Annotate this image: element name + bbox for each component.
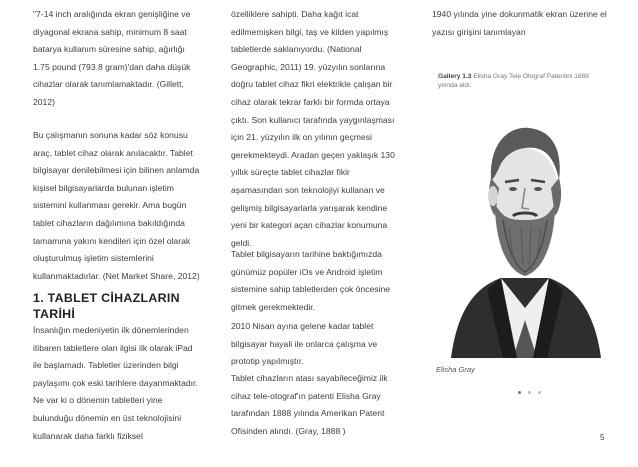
paragraph-stone-tablets: özelliklere sahipti. Daha kağıt icat edilmemişken bilgi, taş ve kilden yapılmış tabletlerde saklanıyordu. (National Geographic, 2011) 19. yüzyılın sonlarına doğru tablet cihaz fikri elektrikle çalışan bir cihaz olarak tekrar farklı bir formda ortaya çıktı. Son kullanıcı tarafında yaygınlaşması için 21. yüzyılın ilk on yılının geçmesi gerekmekteydi. Aradan geçen yaklaşık 130 yıllık süreçte tablet cihazlar fikir aşamasından son teknolojiyi kullanan ve gelişmiş bilgisayarlarla yarışarak kendine yeni bir kategori açan cihazlar konumuna geldi. [231, 9, 395, 248]
paragraph-definition: "7-14 inch aralığında ekran genişliğine ve diyagonal ekrana sahip, minimum 8 saat batarya kullanım süresine sahip, ağırlığı 1.75 pound (793.8 gram)'dan daha düşük cihazlar olarak tanımlamaktadır. (Gillett, 2012) [33, 9, 191, 107]
paragraph-1940: 1940 yılında yine dokunmatik ekran üzerine el yazısı girişini tanımlayan [432, 9, 607, 37]
gallery-pagination[interactable] [518, 391, 541, 394]
paragraph-prototypes: 2010 Nisan ayına gelene kadar tablet bilgisayar hayali ile onlarca çalışma ve prototip yapılmıştır. [231, 321, 378, 367]
paragraph-tablet-os: Bu çalışmanın sonuna kadar söz konusu araç, tablet cihaz olarak anılacaktır. Tablet bilgisayar denilebilmesi için bilinen anlamda kişisel bilgisayarlarda bulunan işletim sistemini kullanması gerekir. Ama bugün tablet cihazların dağılımına bakıldığında tamamına yakını kendileri için özel olarak oluşturulmuş işletim sistemlerini kullanmaktadırlar. (Net Market Share, 2012) [33, 130, 200, 281]
section-heading: 1. TABLET CİHAZLARIN TARİHİ [33, 291, 180, 321]
paragraph-ios-android: Tablet bilgisayarın tarihine baktığımızda günümüz popüler iOs ve Android işletim sistemine sahip tabletlerden çok öncesine gitmek gerekmektedir. [231, 249, 391, 312]
page-number: 5 [600, 433, 605, 442]
gallery-dot-3[interactable] [538, 391, 541, 394]
gallery-caption [438, 72, 608, 90]
gallery-caption-label: Gallery 1.3 [438, 73, 472, 80]
paragraph-history-intro: İnsanlığın medeniyetin ilk dönemlerinden itibaren tabletlere olan ilgisi ilk olarak iPad ile başlamadı. Tabletler üzerinden bilgi paylaşımı çok eski tarihlere dayanmaktadır. Ne var ki o dönemin tabletleri yine bulunduğu dönemin en üst teknolojisini kullanarak daha farklı fiziksel [33, 325, 198, 441]
photo-credit: Elisha Gray [436, 365, 475, 374]
elisha-gray-portrait-image[interactable] [443, 108, 607, 358]
gallery-caption-text: Elisha Gray Tele Otograf Patentini 1888 yılında aldı. [438, 73, 589, 89]
gallery-dot-1[interactable] [518, 391, 521, 394]
paragraph-teleautograph: Tablet cihazların atası sayabileceğimiz ilk cihaz tele-otograf'ın patenti Elisha Gray tarafından 1888 yılında Amerikan Patent Ofisinden alındı. (Gray, 1888 ) [231, 373, 388, 436]
gallery-dot-2[interactable] [528, 391, 531, 394]
